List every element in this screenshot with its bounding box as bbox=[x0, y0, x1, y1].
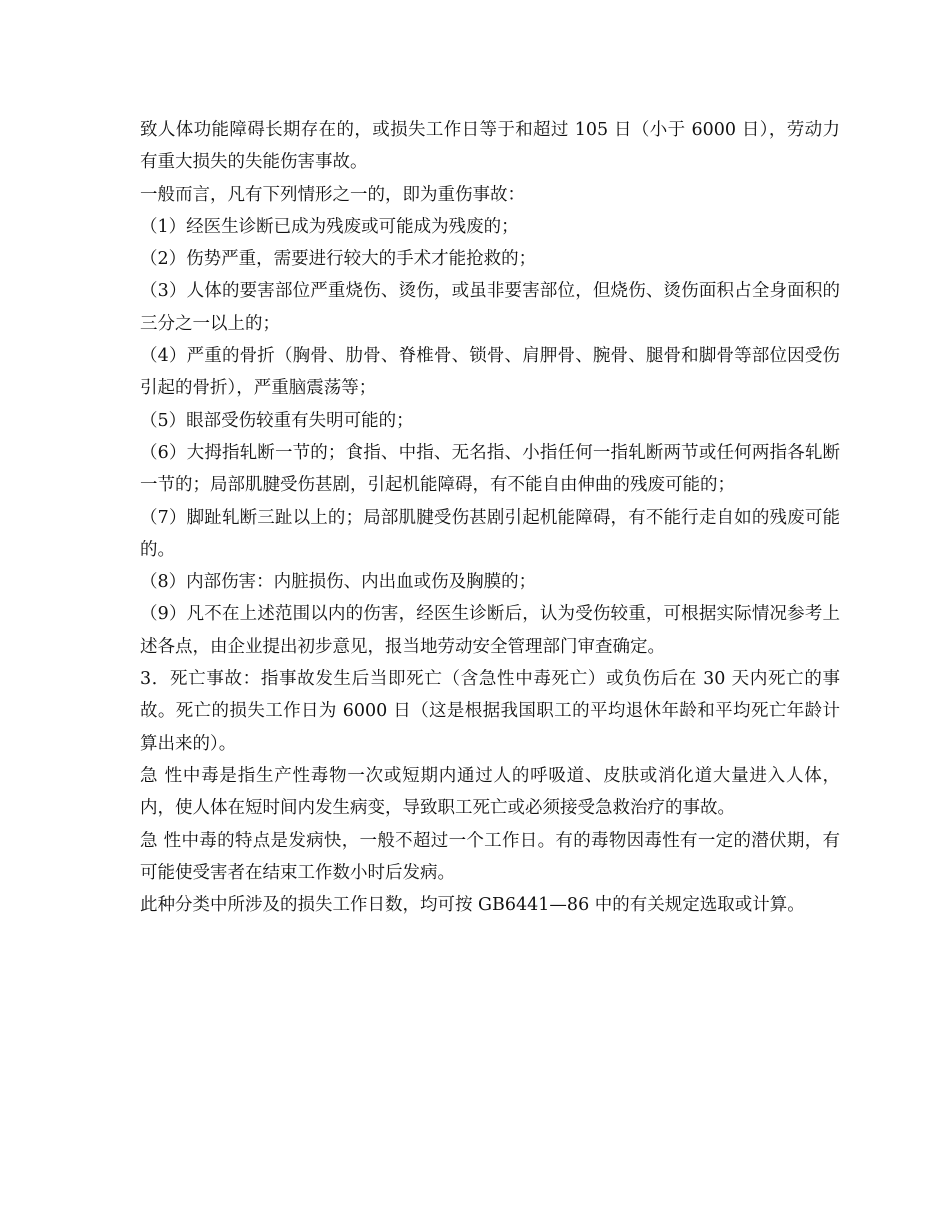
list-item-5: （5）眼部受伤较重有失明可能的； bbox=[140, 410, 414, 431]
list-item-1: （1）经医生诊断已成为残废或可能成为残废的； bbox=[140, 216, 519, 237]
paragraph-classification-note: 此种分类中所涉及的损失工作日数，均可按 GB6441—86 中的有关规定选取或计算。 bbox=[140, 895, 805, 916]
list-item-6: （6）大拇指轧断一节的；食指、中指、无名指、小指任何一指轧断两节或任何两指各轧断一节的；局部肌腱受伤甚剧，引起机能障碍，有不能自由伸曲的残废可能的； bbox=[140, 442, 840, 496]
list-item-9: （9）凡不在上述范围以内的伤害，经医生诊断后，认为受伤较重，可根据实际情况参考上述各点，由企业提出初步意见，报当地劳动安全管理部门审查确定。 bbox=[140, 604, 840, 657]
list-item-4: （4）严重的骨折（胸骨、肋骨、脊椎骨、锁骨、肩胛骨、腕骨、腿骨和脚骨等部位因受伤引起的骨折），严重脑震荡等； bbox=[140, 346, 840, 399]
paragraph-serious-injury-intro: 一般而言，凡有下列情形之一的，即为重伤事故： bbox=[140, 184, 525, 205]
paragraph-acute-poisoning-features: 急 性中毒的特点是发病快，一般不超过一个工作日。有的毒物因毒性有一定的潜伏期，有可能使受害者在结束工作数小时后发病。 bbox=[140, 830, 840, 883]
list-item-3: （3）人体的要害部位严重烧伤、烫伤，或虽非要害部位，但烧伤、烫伤面积占全身面积的三分之一以上的； bbox=[140, 281, 840, 334]
paragraph-acute-poisoning-definition: 急 性中毒是指生产性毒物一次或短期内通过人的呼吸道、皮肤或消化道大量进入人体，内，使人体在短时间内发生病变，导致职工死亡或必须接受急救治疗的事故。 bbox=[140, 765, 840, 819]
paragraph-fatal-accident: 3．死亡事故：指事故发生后当即死亡（含急性中毒死亡）或负伤后在 30 天内死亡的事故。死亡的损失工作日为 6000 日（这是根据我国职工的平均退休年龄和平均死亡年龄计算出来的）。 bbox=[140, 669, 840, 754]
document-body bbox=[140, 114, 840, 921]
paragraph-disability-definition: 致人体功能障碍长期存在的，或损失工作日等于和超过 105 日（小于 6000 日），劳动力有重大损失的失能伤害事故。 bbox=[140, 120, 840, 173]
list-item-8: （8）内部伤害：内脏损伤、内出血或伤及胸膜的； bbox=[140, 572, 537, 593]
list-item-7: （7）脚趾轧断三趾以上的；局部肌腱受伤甚剧引起机能障碍，有不能行走自如的残废可能的。 bbox=[140, 507, 840, 560]
list-item-2: （2）伤势严重，需要进行较大的手术才能抢救的； bbox=[140, 249, 537, 270]
